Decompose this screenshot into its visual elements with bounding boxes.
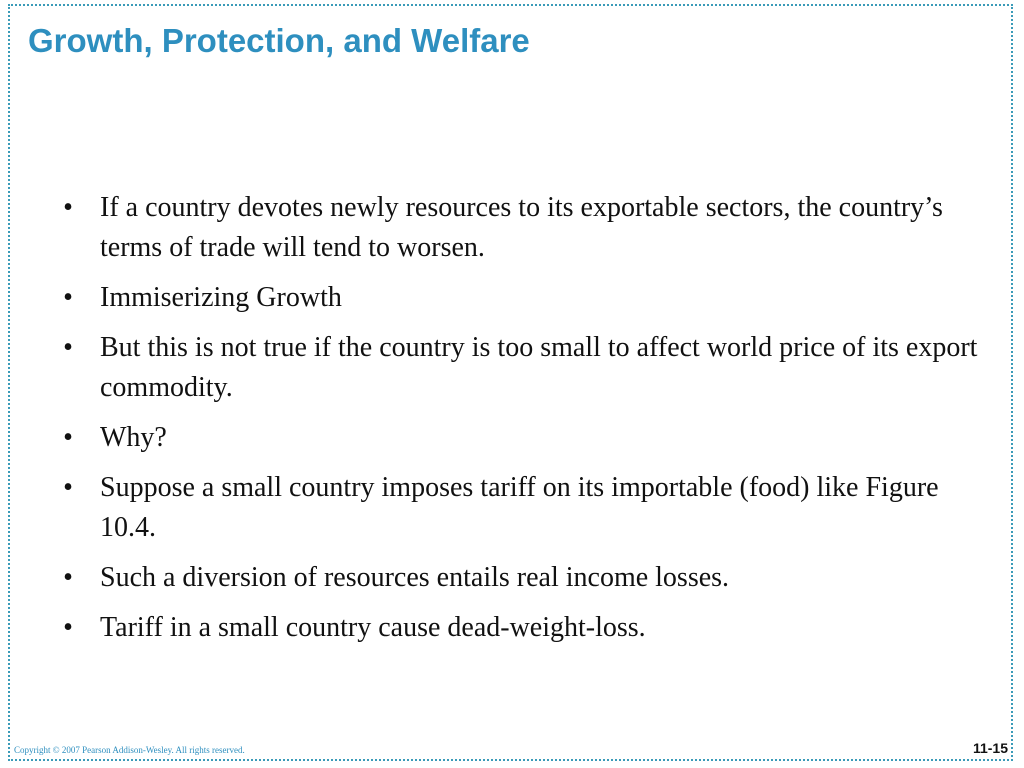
bullet-list	[58, 188, 978, 658]
bullet-marker: •	[63, 612, 73, 643]
bullet-marker: •	[63, 422, 73, 453]
bullet-item	[58, 608, 978, 648]
bullet-marker: •	[63, 332, 73, 363]
slide-title: Growth, Protection, and Welfare	[28, 22, 530, 59]
bullet-text: But this is not true if the country is too small to affect world price of its export commodity.	[100, 332, 978, 403]
bullet-text: Such a diversion of resources entails real income losses.	[100, 562, 730, 593]
bullet-item	[58, 278, 978, 318]
bullet-item	[58, 328, 978, 408]
copyright-notice: Copyright © 2007 Pearson Addison-Wesley. All rights reserved.	[14, 745, 245, 755]
bullet-text: Suppose a small country imposes tariff on its importable (food) like Figure 10.4.	[100, 472, 939, 543]
bullet-text: If a country devotes newly resources to its exportable sectors, the country’s terms of trade will tend to worsen.	[100, 192, 943, 263]
bullet-item	[58, 188, 978, 268]
slide-number: 11-15	[972, 740, 1008, 756]
bullet-marker: •	[63, 472, 73, 503]
bullet-marker: •	[63, 562, 73, 593]
bullet-item	[58, 558, 978, 598]
bullet-text: Tariff in a small country cause dead-weight-loss.	[100, 612, 646, 643]
bullet-text: Immiserizing Growth	[100, 282, 342, 313]
bullet-marker: •	[63, 282, 73, 313]
bullet-item	[58, 468, 978, 548]
bullet-text: Why?	[100, 422, 167, 453]
bullet-item	[58, 418, 978, 458]
bullet-marker: •	[63, 192, 73, 223]
